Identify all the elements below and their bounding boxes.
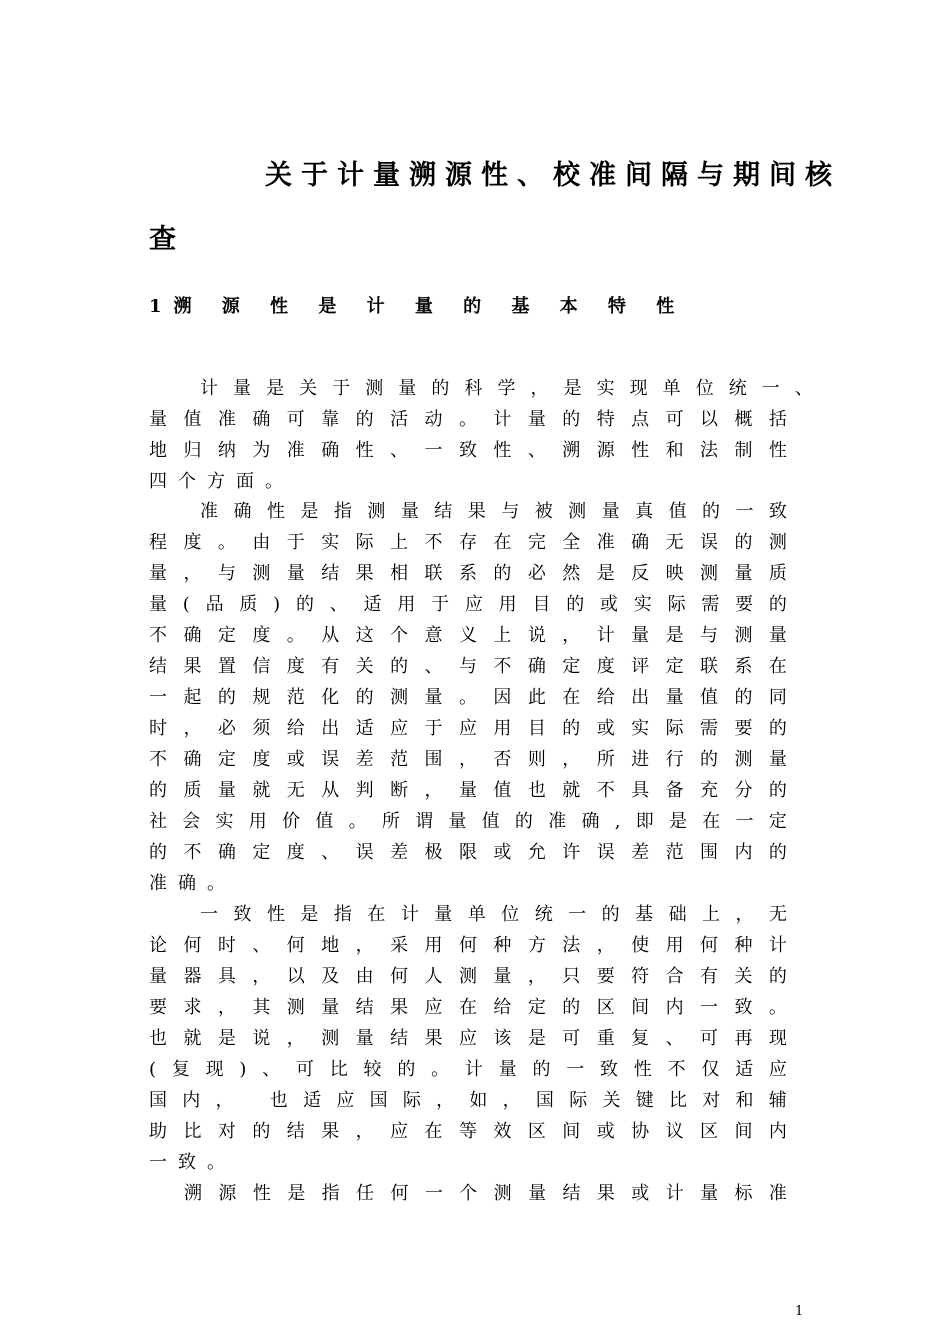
document-title-line-1: 关于计量溯源性、校准间隔与期间核: [265, 160, 841, 191]
body-line: 量 ， 与 测 量 结 果 相 联 系 的 必 然 是 反 映 测 量 质: [149, 563, 787, 584]
body-line: 助 比 对 的 结 果 ， 应 在 等 效 区 间 或 协 议 区 间 内: [149, 1121, 787, 1142]
body-line: 量 值 准 确 可 靠 的 活 动 。 计 量 的 特 点 可 以 概 括: [149, 409, 787, 430]
body-line: 准 确 性 是 指 测 量 结 果 与 被 测 量 真 值 的 一 致: [200, 501, 787, 522]
body-line: 准确。: [149, 873, 236, 894]
body-line: 计 量 是 关 于 测 量 的 科 学 ， 是 实 现 单 位 统 一 、: [200, 378, 813, 399]
body-line: 国 内 ， 也 适 应 国 际 ， 如 ， 国 际 关 键 比 对 和 辅: [149, 1090, 787, 1111]
body-line: 程 度 。 由 于 实 际 上 不 存 在 完 全 准 确 无 误 的 测: [149, 532, 787, 553]
body-line: 溯 源 性 是 指 任 何 一 个 测 量 结 果 或 计 量 标 准: [184, 1183, 787, 1204]
body-line: 不 确 定 度 或 误 差 范 围 ， 否 则 ， 所 进 行 的 测 量: [149, 749, 787, 770]
body-line: 一致。: [149, 1152, 236, 1173]
page-number: 1: [795, 1304, 804, 1319]
body-line: 一 起 的 规 范 化 的 测 量 。 因 此 在 给 出 量 值 的 同: [149, 687, 787, 708]
body-line: 量 器 具 ， 以 及 由 何 人 测 量 ， 只 要 符 合 有 关 的: [149, 966, 787, 987]
body-line: 不 确 定 度 。 从 这 个 意 义 上 说 ， 计 量 是 与 测 量: [149, 625, 787, 646]
body-line: 四个方面。: [149, 471, 294, 492]
section-heading: 1溯 源 性 是 计 量 的 基 本 特 性: [149, 296, 687, 317]
body-line: 时 ， 必 须 给 出 适 应 于 应 用 目 的 或 实 际 需 要 的: [149, 718, 787, 739]
body-line: 量 ( 品 质 ) 的 、 适 用 于 应 用 目 的 或 实 际 需 要 的: [149, 594, 787, 615]
body-line: 社 会 实 用 价 值 。 所 谓 量 值 的 准 确 , 即 是 在 一 定: [149, 811, 787, 832]
body-line: 一 致 性 是 指 在 计 量 单 位 统 一 的 基 础 上 ， 无: [200, 904, 787, 925]
body-line: 要 求 ， 其 测 量 结 果 应 在 给 定 的 区 间 内 一 致 。: [149, 997, 787, 1018]
body-line: 地 归 纳 为 准 确 性 、 一 致 性 、 溯 源 性 和 法 制 性: [149, 440, 787, 461]
body-line: 的 不 确 定 度 、 误 差 极 限 或 允 许 误 差 范 围 内 的: [149, 842, 787, 863]
body-line: 论 何 时 、 何 地 ， 采 用 何 种 方 法 ， 使 用 何 种 计: [149, 935, 787, 956]
body-line: 也 就 是 说 ， 测 量 结 果 应 该 是 可 重 复 、 可 再 现: [149, 1028, 787, 1049]
body-line: 的 质 量 就 无 从 判 断 ， 量 值 也 就 不 具 备 充 分 的: [149, 780, 787, 801]
body-line: ( 复 现 ) 、 可 比 较 的 。 计 量 的 一 致 性 不 仅 适 应: [149, 1059, 787, 1080]
body-line: 结 果 置 信 度 有 关 的 、 与 不 确 定 度 评 定 联 系 在: [149, 656, 787, 677]
document-title-line-2: 查: [149, 224, 185, 255]
